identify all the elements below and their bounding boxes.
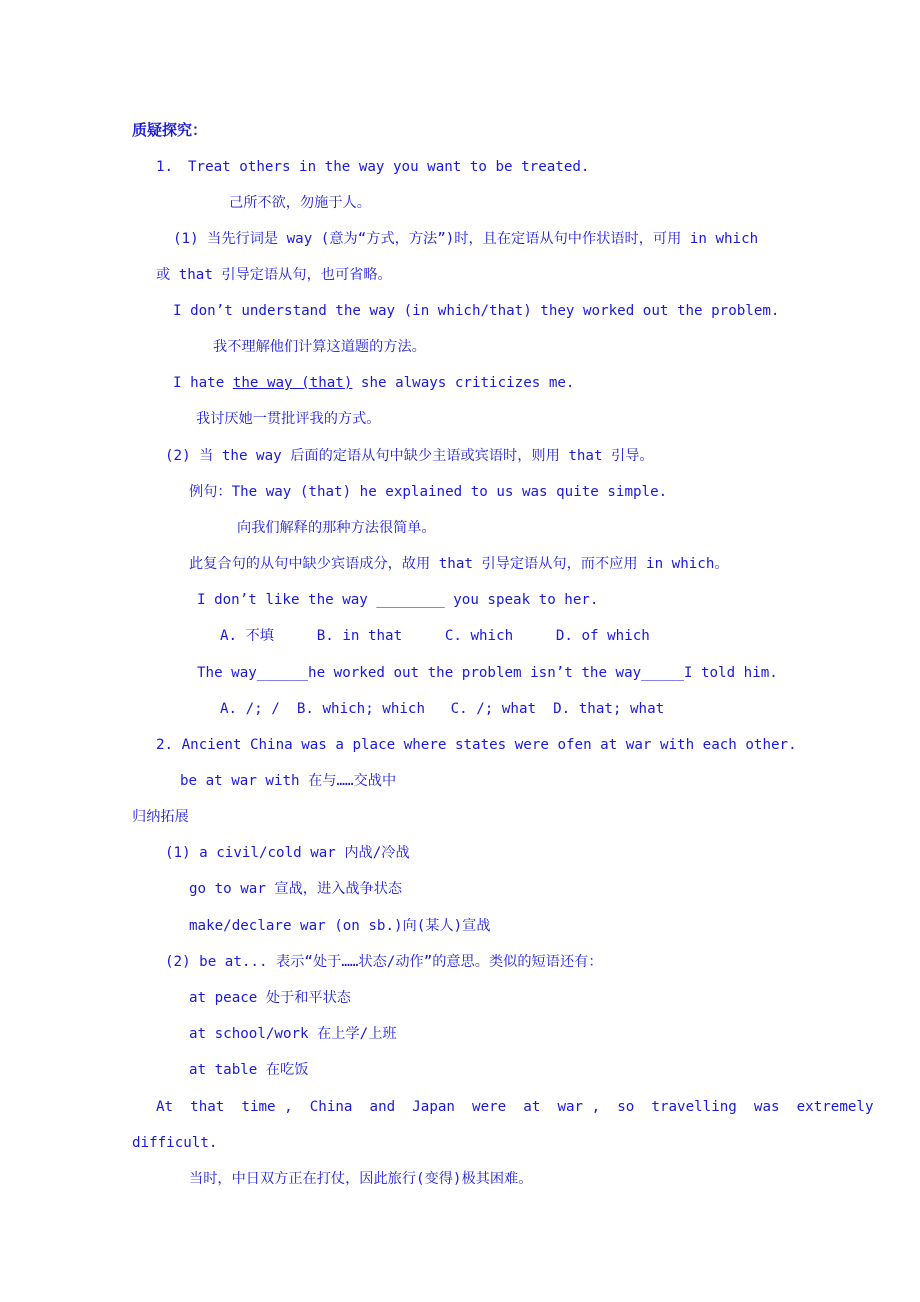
section-heading: 质疑探究： [132, 121, 208, 139]
key-sentence-1-translation: 己所不欲，勿施于人。 [229, 195, 371, 211]
expand-point-2-c: at table 在吃饭 [189, 1062, 309, 1078]
exercise-question-2-options: A. /; / B. which; which C. /; what D. that; what [220, 701, 665, 717]
example-sentence-1: I don’t understand the way (in which/that) they worked out the problem. [173, 303, 780, 319]
example-sentence-2 [173, 373, 574, 393]
expand-example-translation: 当时，中日双方正在打仗，因此旅行(变得)极其困难。 [189, 1171, 533, 1187]
expand-heading: 归纳拓展 [132, 809, 189, 825]
grammar-note: 此复合句的从句中缺少宾语成分，故用 that 引导定语从句，而不应用 in which。 [189, 556, 729, 572]
example-2-pre: I hate [173, 375, 233, 391]
point-1-line-2: 或 that 引导定语从句，也可省略。 [156, 267, 392, 283]
expand-point-2-a: at peace 处于和平状态 [189, 990, 351, 1006]
key-phrase-at-war: be at war with 在与……交战中 [180, 773, 397, 789]
expand-point-1: (1) a civil/cold war 内战/冷战 [165, 845, 410, 861]
exercise-question-2: The way______he worked out the problem isn’t the way_____I told him. [197, 665, 778, 681]
example-sentence-1-translation: 我不理解他们计算这道题的方法。 [213, 339, 426, 355]
key-sentence-2: 2. Ancient China was a place where states were ofen at war with each other. [156, 737, 797, 753]
example-2-underlined: the way (that) [232, 375, 353, 391]
exercise-question-1: I don’t like the way ________ you speak to her. [197, 592, 599, 608]
expand-point-2: (2) be at... 表示“处于……状态/动作”的意思。类似的短语还有： [165, 954, 603, 970]
exercise-question-1-options: A. 不填 B. in that C. which D. of which [220, 628, 650, 644]
example-sentence-3-translation: 向我们解释的那种方法很简单。 [237, 520, 436, 536]
example-sentence-3: 例句：The way (that) he explained to us was quite simple. [189, 484, 668, 500]
example-2-post: she always criticizes me. [352, 375, 575, 391]
expand-point-2-b: at school/work 在上学/上班 [189, 1026, 397, 1042]
expand-example-line-2: difficult. [132, 1135, 218, 1151]
example-sentence-2-translation: 我讨厌她一贯批评我的方式。 [196, 411, 381, 427]
expand-point-1-b: make/declare war (on sb.)向(某人)宣战 [189, 918, 491, 934]
item-number-1: 1. [156, 159, 174, 175]
key-sentence-1: Treat others in the way you want to be treated. [188, 159, 590, 175]
expand-point-1-a: go to war 宣战，进入战争状态 [189, 881, 403, 897]
point-1-line-1: (1) 当先行词是 way (意为“方式，方法”)时，且在定语从句中作状语时，可用 in which [173, 231, 759, 247]
point-2: (2) 当 the way 后面的定语从句中缺少主语或宾语时，则用 that 引导。 [165, 448, 654, 464]
expand-example-line-1: At that time , China and Japan were at war , so travelling was extremely [156, 1099, 874, 1115]
